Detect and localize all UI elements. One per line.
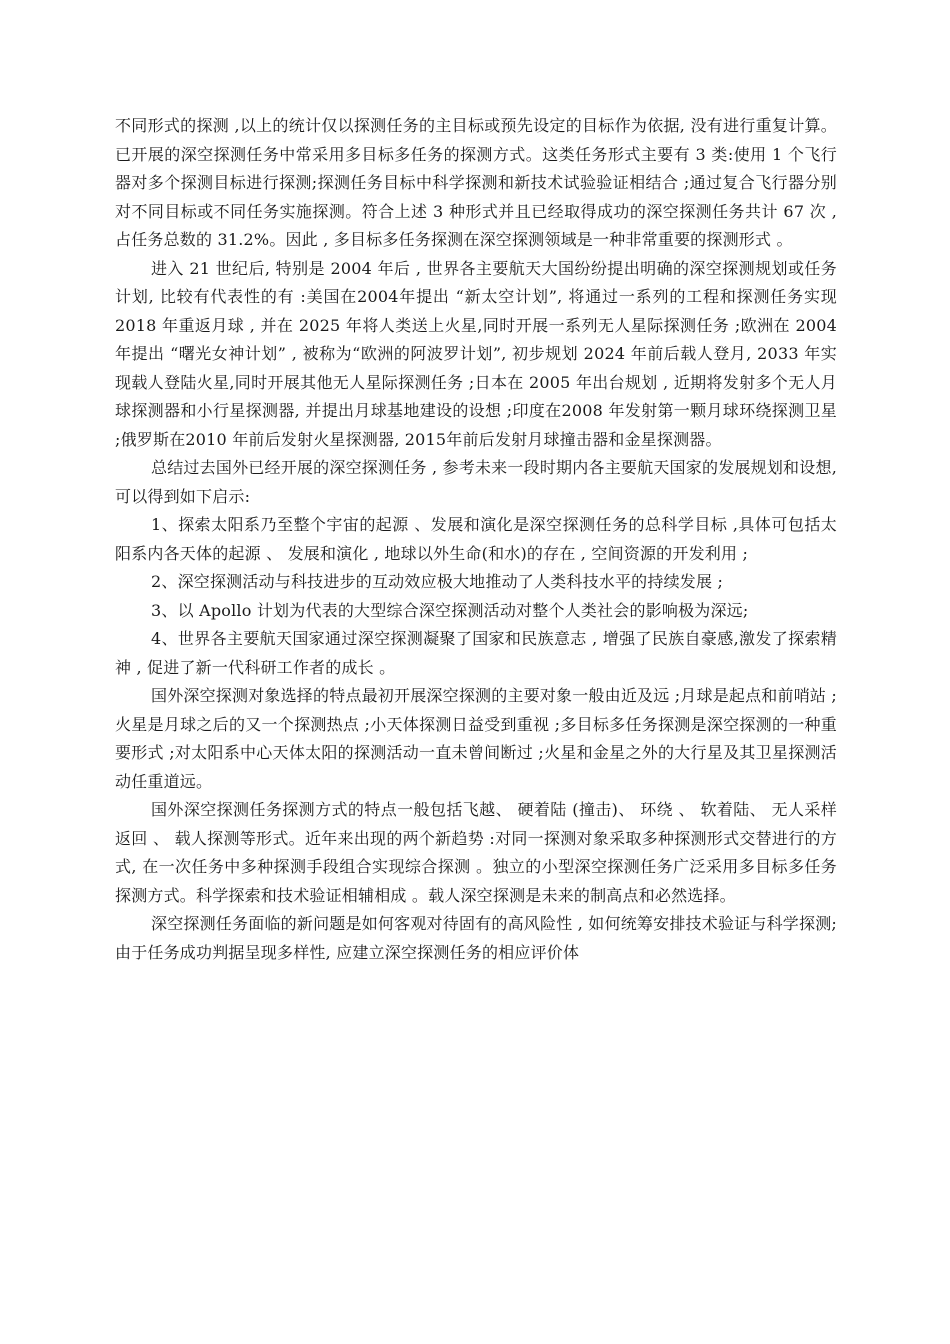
paragraph-2: 进入 21 世纪后, 特别是 2004 年后 , 世界各主要航天大国纷纷提出明确的深空探测规划或任务计划, 比较有代表性的有 :美国在2004年提出 “新太空计划”, 将通过一系列的工程和探测任务实现 2018 年重返月球 , 并在 2025 年将人类送上火星,同时开展一系列无人星际探测任务 ;欧洲在 2004 年提出 “曙光女神计划” , 被称为“欧洲的阿波罗计划”, 初步规划 2024 年前后载人登月, 2033 年实现载人登陆火星,同时开展其他无人星际探测任务 ;日本在 2005 年出台规划 , 近期将发射多个无人月球探测器和小行星探测器, 并提出月球基地建设的设想 ;印度在2008 年发射第一颗月球环绕探测卫星 ;俄罗斯在2010 年前后发射火星探测器, 2015年前后发射月球撞击器和金星探测器。 xyxy=(115,258,837,449)
paragraph-6: 3、以 Apollo 计划为代表的大型综合深空探测活动对整个人类社会的影响极为深远; xyxy=(151,600,749,620)
paragraph-7: 4、世界各主要航天国家通过深空探测凝聚了国家和民族意志 , 增强了民族自豪感,激发了探索精神 , 促进了新一代科研工作者的成长 。 xyxy=(115,629,837,677)
paragraph-8: 国外深空探测对象选择的特点最初开展深空探测的主要对象一般由近及远 ;月球是起点和前哨站 ;火星是月球之后的又一个探测热点 ;小天体探测日益受到重视 ;多目标多任务探测是深空探测的一种重要形式 ;对太阳系中心天体太阳的探测活动一直未曾间断过 ;火星和金星之外的大行星及其卫星探测活动任重道远。 xyxy=(115,686,837,791)
paragraph-10: 深空探测任务面临的新问题是如何客观对待固有的高风险性 , 如何统筹安排技术验证与科学探测;由于任务成功判据呈现多样性, 应建立深空探测任务的相应评价体 xyxy=(115,914,837,962)
paragraph-9: 国外深空探测任务探测方式的特点一般包括飞越、 硬着陆 (撞击)、 环绕 、 软着陆、 无人采样返回 、 载人探测等形式。近年来出现的两个新趋势 :对同一探测对象采取多种探测形式交替进行的方式, 在一次任务中多种探测手段组合实现综合探测 。独立的小型深空探测任务广泛采用多目标多任务探测方式。科学探索和技术验证相辅相成 。载人深空探测是未来的制高点和必然选择。 xyxy=(115,800,837,905)
paragraph-5: 2、深空探测活动与科技进步的互动效应极大地推动了人类科技水平的持续发展 ; xyxy=(151,572,724,591)
paragraph-4: 1、探索太阳系乃至整个宇宙的起源 、发展和演化是深空探测任务的总科学目标 ,具体可包括太阳系内各天体的起源 、 发展和演化 , 地球以外生命(和水)的存在 , 空间资源的开发利用 ; xyxy=(115,515,837,563)
paragraph-1: 不同形式的探测 ,以上的统计仅以探测任务的主目标或预先设定的目标作为依据, 没有进行重复计算。已开展的深空探测任务中常采用多目标多任务的探测方式。这类任务形式主要有 3 类:使用 1 个飞行器对多个探测目标进行探测;探测任务目标中科学探测和新技术试验验证相结合 ;通过复合飞行器分别对不同目标或不同任务实施探测。符合上述 3 种形式并且已经取得成功的深空探测任务共计 67 次 , 占任务总数的 31.2%。因此 , 多目标多任务探测在深空探测领域是一种非常重要的探测形式 。 xyxy=(115,116,837,249)
paragraph-3: 总结过去国外已经开展的深空探测任务 , 参考未来一段时期内各主要航天国家的发展规划和设想, 可以得到如下启示: xyxy=(115,458,837,506)
document-page xyxy=(115,112,837,967)
